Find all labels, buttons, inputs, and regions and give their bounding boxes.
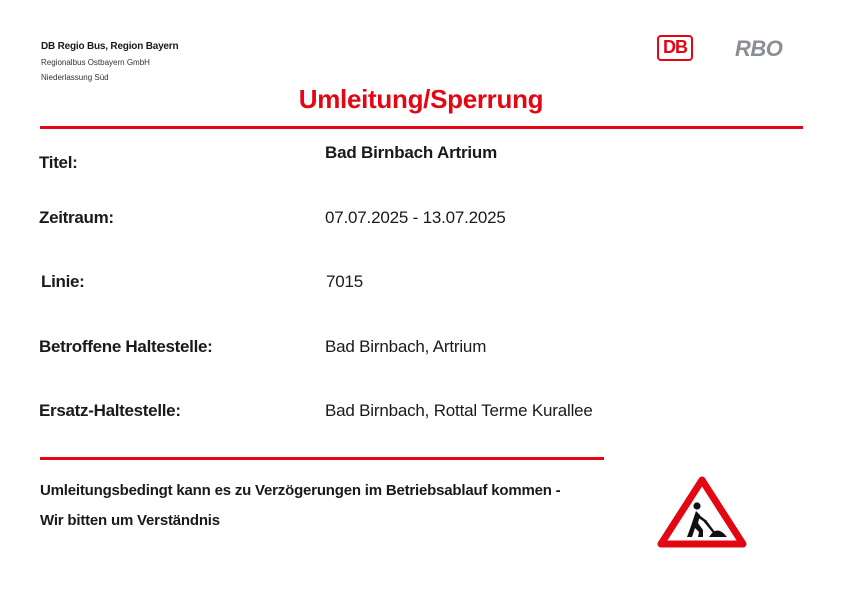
label-titel: Titel: — [39, 153, 78, 172]
label-zeitraum: Zeitraum: — [39, 208, 114, 227]
apology-notice: Wir bitten um Verständnis — [40, 512, 220, 529]
company-name: DB Regio Bus, Region Bayern — [41, 41, 179, 52]
branch-name: Niederlassung Süd — [41, 73, 109, 82]
value-linie: 7015 — [326, 272, 364, 291]
value-ersatz-haltestelle: Bad Birnbach, Rottal Terme Kurallee — [325, 401, 593, 420]
footer-divider — [40, 457, 604, 460]
delay-notice: Umleitungsbedingt kann es zu Verzögerungen im Betriebsablauf kommen - — [40, 482, 561, 499]
value-betroffene-haltestelle: Bad Birnbach, Artrium — [325, 337, 487, 356]
label-ersatz-haltestelle: Ersatz-Haltestelle: — [39, 401, 181, 420]
label-linie: Linie: — [41, 272, 85, 291]
value-titel: Bad Birnbach Artrium — [325, 143, 498, 162]
title-divider — [40, 126, 803, 129]
db-logo: DB — [657, 35, 693, 61]
subsidiary-name: Regionalbus Ostbayern GmbH — [41, 58, 150, 67]
label-betroffene-haltestelle: Betroffene Haltestelle: — [39, 337, 213, 356]
roadworks-warning-icon — [657, 474, 747, 550]
rbo-logo: RBO — [735, 36, 783, 61]
page-title: Umleitung/Sperrung — [298, 84, 544, 114]
value-zeitraum: 07.07.2025 - 13.07.2025 — [325, 208, 506, 227]
